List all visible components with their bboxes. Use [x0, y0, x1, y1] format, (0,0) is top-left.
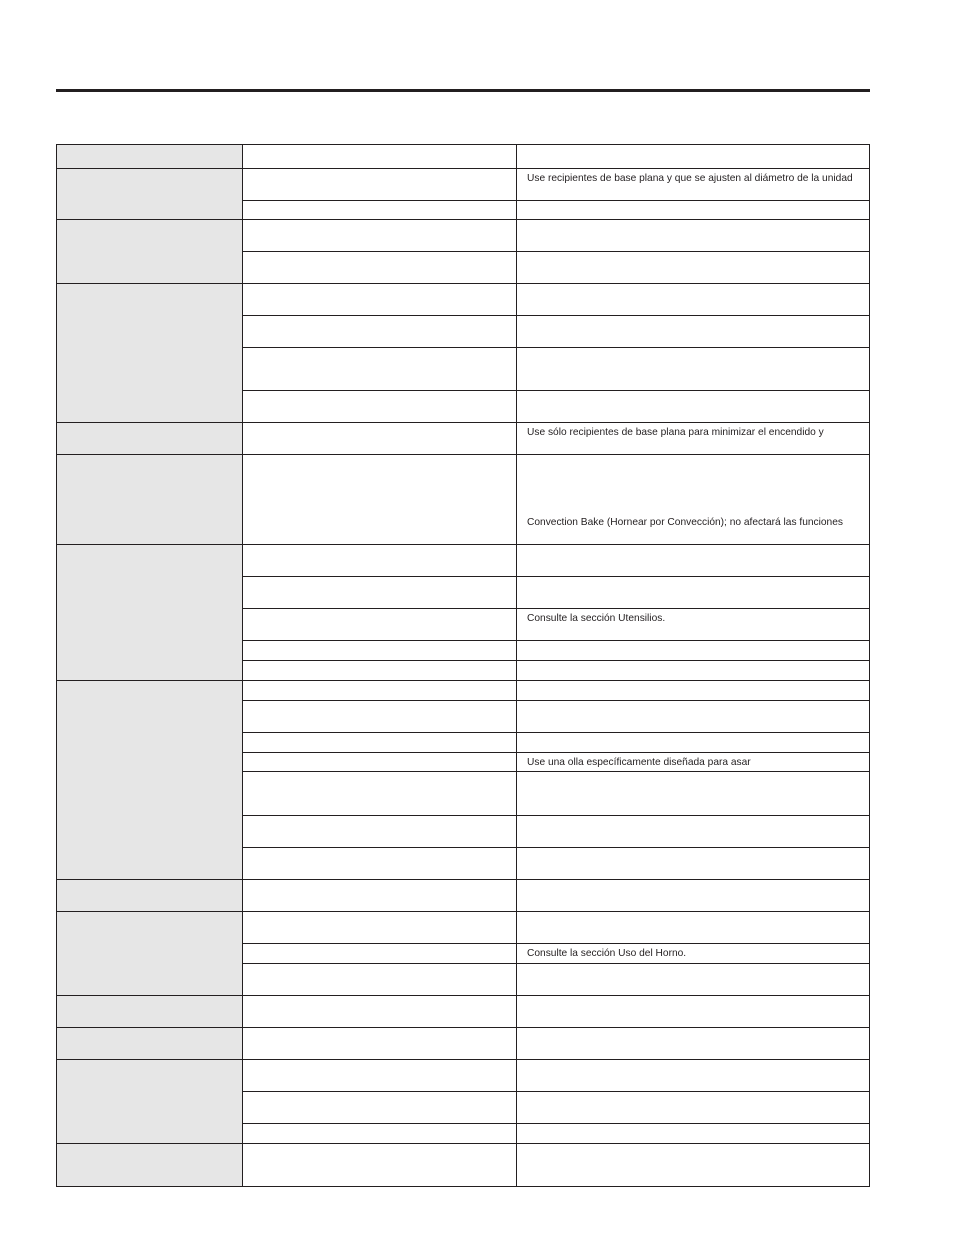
solution-cell [517, 964, 870, 996]
solution-cell [517, 252, 870, 284]
cause-cell [243, 912, 517, 944]
solution-text: Consulte la sección Utensilios. [527, 613, 666, 624]
solution-cell [517, 733, 870, 753]
cause-cell [243, 1092, 517, 1124]
table-row [57, 1060, 870, 1092]
cause-cell [243, 661, 517, 681]
solution-cell [517, 169, 870, 201]
solution-text: Consulte la sección Uso del Horno. [527, 948, 687, 959]
cause-cell [243, 609, 517, 641]
table-row [57, 220, 870, 252]
solution-text: Convection Bake (Hornear por Convección); no afectará las funciones [527, 517, 843, 528]
cause-cell [243, 316, 517, 348]
solution-cell [517, 145, 870, 169]
solution-cell [517, 1144, 870, 1187]
solution-cell [517, 1060, 870, 1092]
cause-cell [243, 455, 517, 545]
top-horizontal-rule [56, 89, 870, 92]
cause-cell [243, 145, 517, 169]
cause-cell [243, 284, 517, 316]
table-row [57, 284, 870, 316]
problem-cell [57, 169, 243, 220]
cause-cell [243, 391, 517, 423]
solution-cell [517, 220, 870, 252]
cause-cell [243, 577, 517, 609]
solution-cell [517, 753, 870, 772]
solution-cell [517, 816, 870, 848]
problem-cell [57, 912, 243, 996]
solution-cell [517, 641, 870, 661]
problem-cell [57, 455, 243, 545]
solution-cell [517, 1124, 870, 1144]
cause-cell [243, 1028, 517, 1060]
cause-cell [243, 701, 517, 733]
problem-cell [57, 681, 243, 880]
cause-cell [243, 423, 517, 455]
cause-cell [243, 641, 517, 661]
solution-cell [517, 772, 870, 816]
cause-cell [243, 944, 517, 964]
problem-cell [57, 145, 243, 169]
cause-cell [243, 348, 517, 391]
problem-cell [57, 1028, 243, 1060]
cause-cell [243, 252, 517, 284]
cause-cell [243, 1144, 517, 1187]
cause-cell [243, 816, 517, 848]
solution-cell [517, 423, 870, 455]
cause-cell [243, 996, 517, 1028]
cause-cell [243, 964, 517, 996]
problem-cell [57, 880, 243, 912]
solution-cell [517, 944, 870, 964]
solution-cell [517, 848, 870, 880]
cause-cell [243, 169, 517, 201]
cause-cell [243, 772, 517, 816]
solution-cell [517, 391, 870, 423]
table-row [57, 880, 870, 912]
solution-cell [517, 681, 870, 701]
solution-text: Use sólo recipientes de base plana para minimizar el encendido y [527, 427, 824, 438]
solution-cell [517, 348, 870, 391]
solution-cell [517, 880, 870, 912]
table-row [57, 681, 870, 701]
solution-cell [517, 455, 870, 545]
troubleshooting-table [56, 144, 870, 1187]
solution-cell [517, 284, 870, 316]
solution-cell [517, 1028, 870, 1060]
solution-text: Use recipientes de base plana y que se ajusten al diámetro de la unidad [527, 173, 853, 184]
table-row [57, 912, 870, 944]
solution-cell [517, 316, 870, 348]
solution-cell [517, 661, 870, 681]
cause-cell [243, 1124, 517, 1144]
solution-cell [517, 912, 870, 944]
solution-cell [517, 201, 870, 220]
cause-cell [243, 545, 517, 577]
problem-cell [57, 423, 243, 455]
table-row [57, 169, 870, 201]
table-row [57, 996, 870, 1028]
cause-cell [243, 880, 517, 912]
problem-cell [57, 545, 243, 681]
table-row [57, 1144, 870, 1187]
solution-cell [517, 545, 870, 577]
problem-cell [57, 220, 243, 284]
solution-cell [517, 701, 870, 733]
solution-cell [517, 577, 870, 609]
problem-cell [57, 1060, 243, 1144]
solution-cell [517, 996, 870, 1028]
problem-cell [57, 284, 243, 423]
table-row [57, 145, 870, 169]
table-row [57, 545, 870, 577]
solution-cell [517, 609, 870, 641]
problem-cell [57, 1144, 243, 1187]
cause-cell [243, 848, 517, 880]
table-row [57, 455, 870, 545]
cause-cell [243, 201, 517, 220]
cause-cell [243, 1060, 517, 1092]
cause-cell [243, 681, 517, 701]
cause-cell [243, 220, 517, 252]
problem-cell [57, 996, 243, 1028]
solution-cell [517, 1092, 870, 1124]
cause-cell [243, 753, 517, 772]
table-row [57, 1028, 870, 1060]
table-row [57, 423, 870, 455]
troubleshooting-table-body [57, 145, 870, 1187]
cause-cell [243, 733, 517, 753]
solution-text: Use una olla específicamente diseñada para asar [527, 757, 751, 768]
